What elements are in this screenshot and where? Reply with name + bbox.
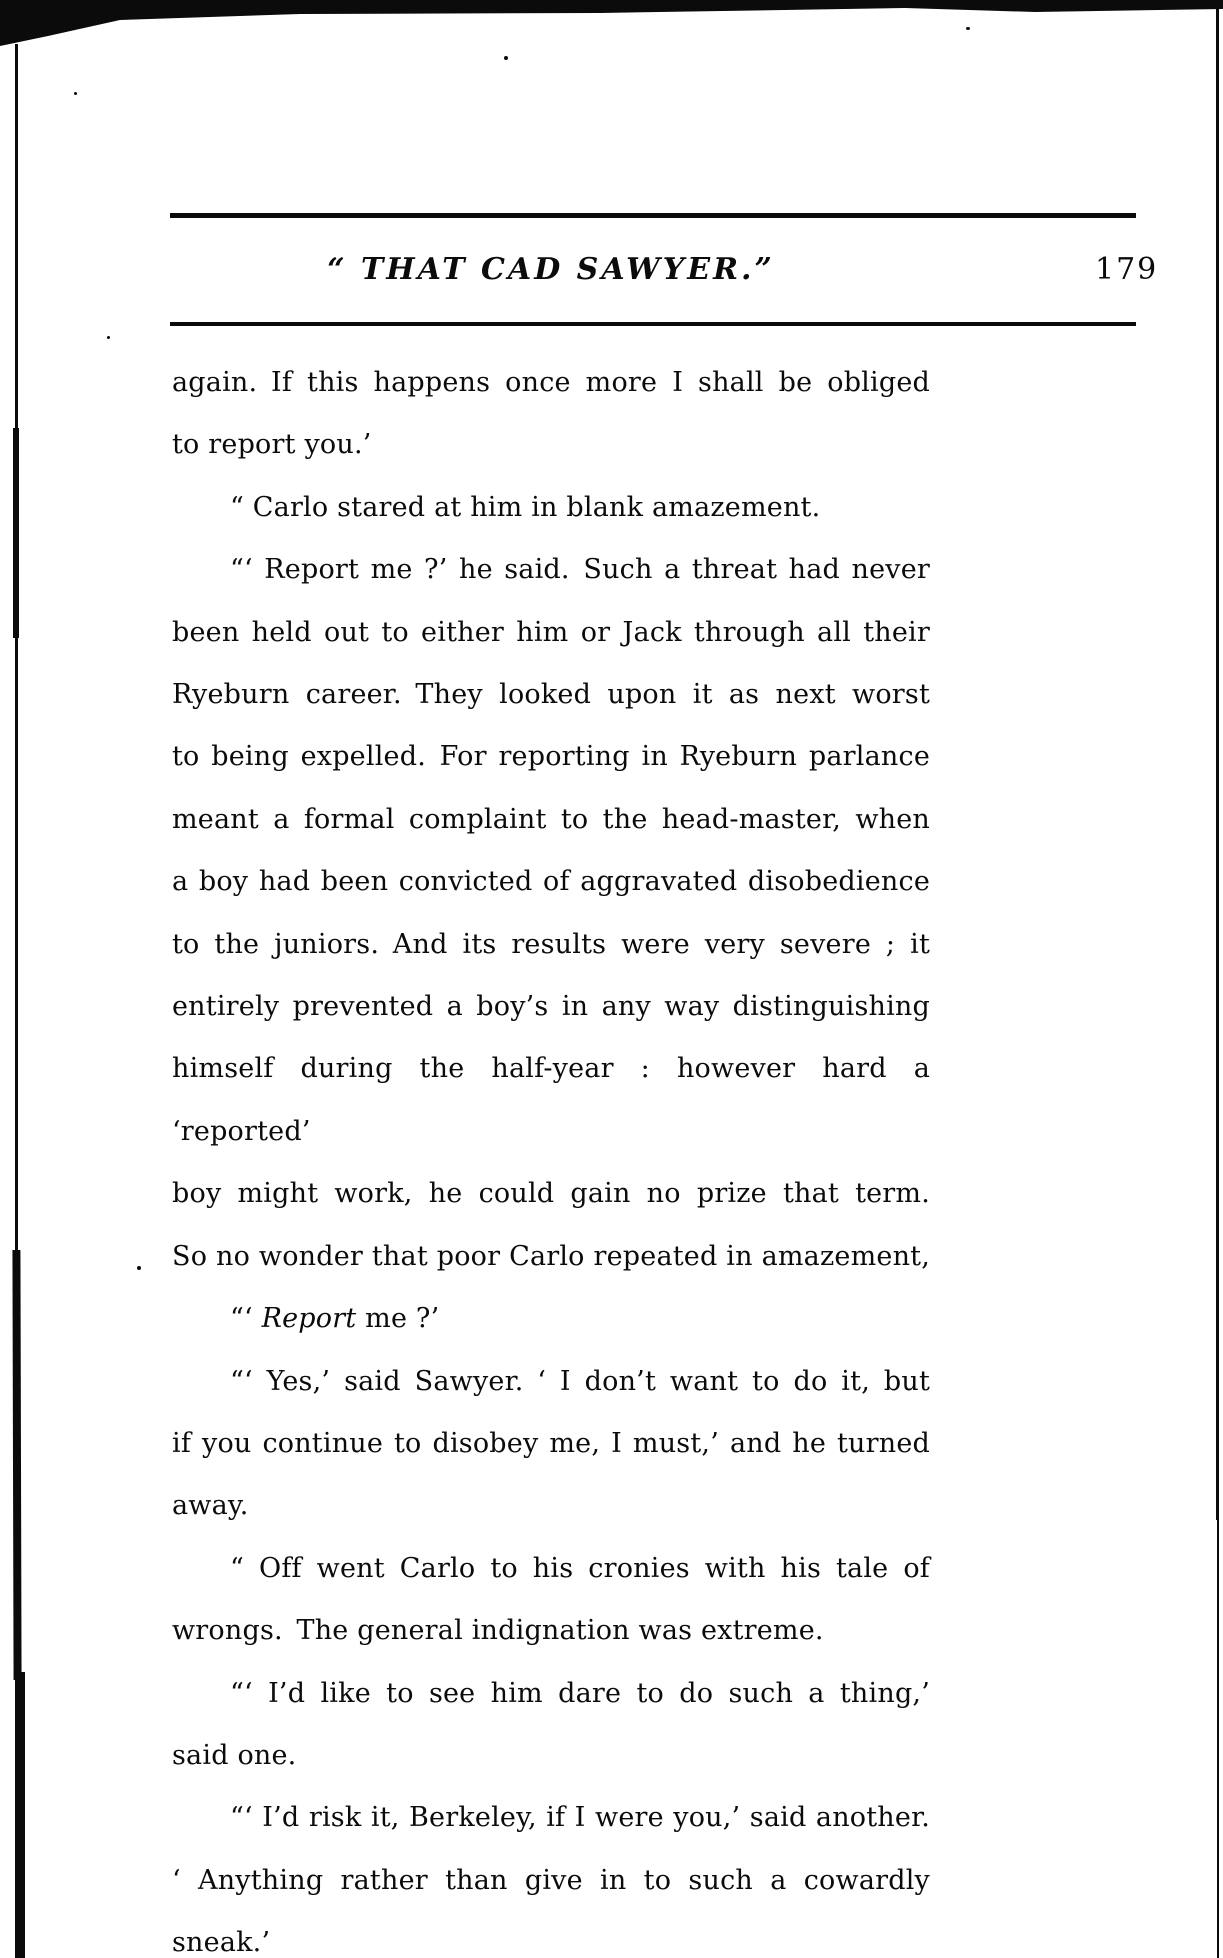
text-line bbox=[172, 1850, 930, 1912]
text-line bbox=[172, 1600, 930, 1662]
text-line bbox=[172, 1725, 930, 1787]
scan-edge-right bbox=[1217, 1520, 1219, 1958]
text-segment: to report you.’ bbox=[172, 429, 372, 461]
scan-speck bbox=[74, 92, 77, 95]
text-segment: to the juniors. And its results were very severe ; it bbox=[172, 928, 930, 960]
scan-edge-left-thick bbox=[12, 1250, 21, 1680]
text-segment: “ Carlo stared at him in blank amazement. bbox=[230, 491, 821, 523]
text-segment: if you continue to disobey me, I must,’ and he turned bbox=[172, 1427, 930, 1459]
text-line bbox=[172, 914, 930, 976]
text-line bbox=[172, 789, 930, 851]
italic-text-segment: Report bbox=[261, 1303, 357, 1335]
text-line bbox=[172, 1475, 930, 1537]
text-line bbox=[172, 1787, 930, 1849]
text-segment: meant a formal complaint to the head-master, when bbox=[172, 803, 930, 835]
text-line bbox=[172, 1163, 930, 1225]
text-segment: again. If this happens once more I shall be obliged bbox=[172, 367, 930, 398]
text-line bbox=[172, 352, 930, 414]
running-head-title: “ THAT CAD SAWYER.” bbox=[327, 252, 775, 287]
header-rule-bottom bbox=[170, 322, 1136, 326]
text-line bbox=[172, 1288, 930, 1350]
scan-edge-right bbox=[1216, 0, 1219, 1520]
text-line bbox=[172, 726, 930, 788]
text-line bbox=[172, 1413, 930, 1475]
text-line bbox=[172, 1912, 930, 1958]
text-line bbox=[172, 602, 930, 664]
text-segment: wrongs. The general indignation was extreme. bbox=[172, 1615, 824, 1647]
text-segment: ‘ Anything rather than give in to such a cowardly bbox=[172, 1864, 930, 1896]
text-segment: “‘ Report me ?’ he said. Such a threat had never bbox=[230, 554, 930, 586]
scan-speck bbox=[504, 56, 508, 60]
text-segment: said one. bbox=[172, 1739, 297, 1771]
text-line bbox=[172, 976, 930, 1038]
text-line bbox=[172, 664, 930, 726]
scan-speck bbox=[137, 1266, 141, 1270]
text-line bbox=[172, 1663, 930, 1725]
text-segment: “‘ bbox=[230, 1303, 262, 1335]
text-block bbox=[172, 352, 930, 1958]
scan-speck bbox=[107, 336, 110, 339]
scan-edge-left-thick bbox=[13, 428, 19, 638]
header-rule-top bbox=[170, 213, 1136, 218]
text-segment: Ryeburn career. They looked upon it as next worst bbox=[172, 679, 930, 711]
text-segment: “‘ Yes,’ said Sawyer. ‘ I don’t want to do it, but bbox=[230, 1365, 930, 1397]
text-line bbox=[172, 851, 930, 913]
text-line bbox=[172, 1538, 930, 1600]
text-segment: entirely prevented a boy’s in any way distinguishing bbox=[172, 991, 930, 1023]
text-segment: himself during the half-year : however hard a ‘reported’ bbox=[172, 1053, 930, 1147]
scan-edge-top bbox=[0, 0, 1223, 52]
text-segment: “‘ I’d risk it, Berkeley, if I were you,’ said another. bbox=[230, 1802, 930, 1834]
text-segment: to being expelled. For reporting in Ryeburn parlance bbox=[172, 741, 930, 773]
text-segment: “‘ I’d like to see him dare to do such a thing,’ bbox=[230, 1677, 930, 1709]
text-segment: sneak.’ bbox=[172, 1927, 271, 1958]
text-segment: a boy had been convicted of aggravated disobedience bbox=[172, 866, 930, 898]
page-number: 179 bbox=[1095, 252, 1159, 287]
text-line bbox=[172, 414, 930, 476]
text-line bbox=[172, 1351, 930, 1413]
scan-edge-left-thick bbox=[17, 1672, 25, 1958]
text-segment: been held out to either him or Jack through all their bbox=[172, 616, 930, 648]
text-segment: So no wonder that poor Carlo repeated in amazement, bbox=[172, 1240, 930, 1272]
scan-speck bbox=[966, 27, 970, 30]
text-segment: “ Off went Carlo to his cronies with his tale of bbox=[230, 1552, 930, 1584]
text-segment: boy might work, he could gain no prize that term. bbox=[172, 1178, 930, 1210]
text-segment: me ?’ bbox=[356, 1303, 440, 1335]
text-line bbox=[172, 477, 930, 539]
text-segment: away. bbox=[172, 1490, 249, 1522]
text-line bbox=[172, 1226, 930, 1288]
text-line bbox=[172, 1038, 930, 1163]
text-line bbox=[172, 539, 930, 601]
